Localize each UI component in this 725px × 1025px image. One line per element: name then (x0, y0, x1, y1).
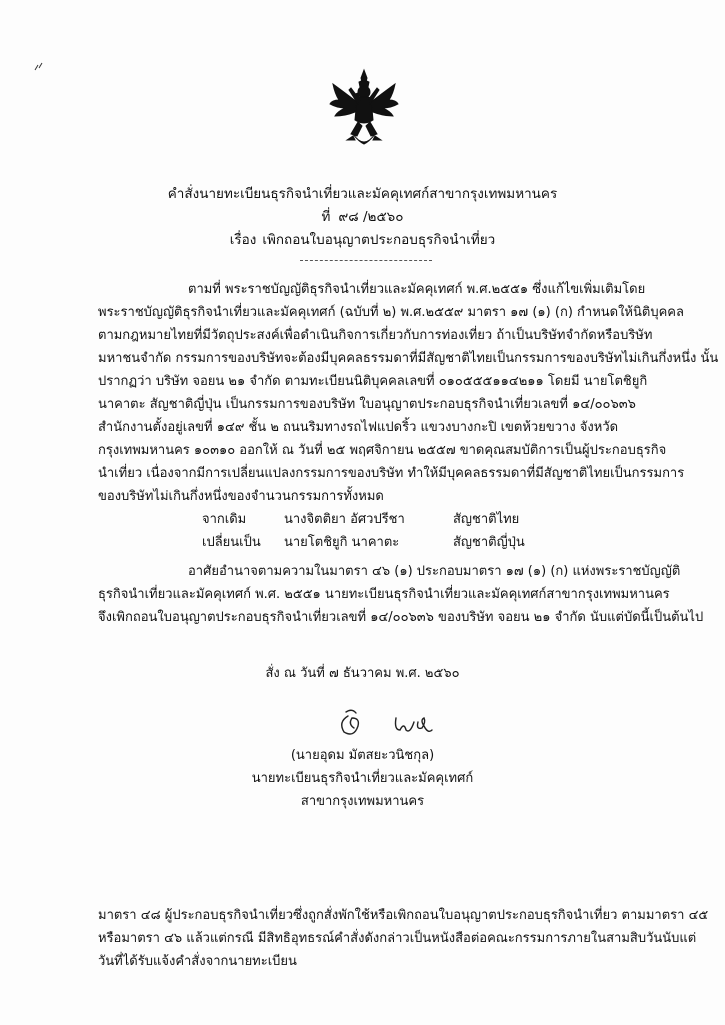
change-to-name: นายโตชิยูกิ นาคาตะ (284, 535, 400, 550)
paragraph-line: นำเที่ยว เนื่องจากมีการเปลี่ยนแปลงกรรมการของบริษัท ทำให้มีบุคคลธรรมดาที่มีสัญชาติไทยเป็นกรรมการ (98, 466, 685, 481)
subject-label: เรื่อง (229, 232, 257, 248)
order-number-label: ที่ (321, 209, 331, 225)
garuda-emblem-icon (329, 68, 399, 152)
signer-branch: สาขากรุงเทพมหานคร (300, 794, 425, 809)
paragraph-line: มหาชนจำกัด กรรมการของบริษัทจะต้องมีบุคคลธรรมดาที่มีสัญชาติไทยเป็นกรรมการของบริษัทไม่เกินกึ่งหนึ่ง นั้น (98, 351, 719, 366)
paragraph-line: ตามกฎหมายไทยที่มีวัตถุประสงค์เพื่อดำเนินกิจการเกี่ยวกับการท่องเที่ยว ถ้าเป็นบริษัทจำกัดหรือบริษัท (98, 328, 653, 343)
subject-text: เพิกถอนใบอนุญาตประกอบธุรกิจนำเที่ยว (262, 232, 496, 248)
paragraph-line: สำนักงานตั้งอยู่เลขที่ ๑๔๙ ชั้น ๒ ถนนริมทางรถไฟแปดริ้ว แขวงบางกะปิ เขตห้วยขวาง จังหวัด (98, 420, 619, 435)
signer-position: นายทะเบียนธุรกิจนำเที่ยวและมัคคุเทศก์ (251, 771, 474, 786)
paragraph-line: ของบริษัทไม่เกินกึ่งหนึ่งของจำนวนกรรมการทั้งหมด (98, 489, 384, 504)
paragraph-line: ปรากฏว่า บริษัท จอยน ๒๑ จำกัด ตามทะเบียนนิติบุคคลเลขที่ ๐๑๐๕๕๕๑๑๔๒๑๑ โดยมี นายโตชิยูกิ (98, 374, 648, 389)
order-subject (0, 232, 725, 248)
paragraph-line: นาคาตะ สัญชาติญี่ปุ่น เป็นกรรมการของบริษัท ใบอนุญาตประกอบธุรกิจนำเที่ยวเลขที่ ๑๔/๐๐๖๓๖ (98, 397, 636, 412)
handwritten-signature-icon (334, 704, 444, 740)
order-number-value: ๙๘ /๒๕๖๐ (338, 209, 404, 225)
change-to-nationality: สัญชาติญี่ปุ่น (453, 535, 525, 550)
change-to-label: เปลี่ยนเป็น (202, 535, 261, 550)
paragraph-line: ธุรกิจนำเที่ยวและมัคคุเทศก์ พ.ศ. ๒๕๕๑ นายทะเบียนธุรกิจนำเที่ยวและมัคคุเทศก์สาขากรุงเทพมหานคร (98, 587, 670, 602)
footnote-line: วันที่ได้รับแจ้งคำสั่งจากนายทะเบียน (98, 954, 297, 969)
order-date: สั่ง ณ วันที่ ๗ ธันวาคม พ.ศ. ๒๕๖๐ (265, 666, 460, 681)
signer-name: (นายอุดม มัตสยะวนิชกุล) (290, 748, 435, 763)
footnote-line: มาตรา ๔๘ ผู้ประกอบธุรกิจนำเที่ยวซึ่งถูกสั่งพักใช้หรือเพิกถอนใบอนุญาตประกอบธุรกิจนำเที่ยว ตามมาตรา ๔๕ (98, 908, 709, 923)
paragraph-line: กรุงเทพมหานคร ๑๐๓๑๐ ออกให้ ณ วันที่ ๒๕ พฤศจิกายน ๒๕๕๗ ขาดคุณสมบัติการเป็นผู้ประกอบธุรกิจ (98, 443, 667, 458)
order-title: คำสั่งนายทะเบียนธุรกิจนำเที่ยวและมัคคุเทศก์สาขากรุงเทพมหานคร (167, 186, 558, 202)
footnote-line: หรือมาตรา ๔๖ แล้วแต่กรณี มีสิทธิอุทธรณ์คำสั่งดังกล่าวเป็นหนังสือต่อคณะกรรมการภายในสามสิบวันนับแต่ (98, 931, 697, 946)
change-from-name: นางจิตติยา อัศวปรีชา (284, 512, 405, 527)
change-from-nationality: สัญชาติไทย (453, 512, 520, 527)
paragraph-line: อาศัยอำนาจตามความในมาตรา ๔๖ (๑) ประกอบมาตรา ๑๗ (๑) (ก) แห่งพระราชบัญญัติ (188, 564, 681, 579)
paragraph-line: พระราชบัญญัติธุรกิจนำเที่ยวและมัคคุเทศก์ (ฉบับที่ ๒) พ.ศ.๒๕๕๙ มาตรา ๑๗ (๑) (ก) กำหนดให้นิติบุคคล (98, 305, 684, 320)
change-from-label: จากเดิม (202, 512, 247, 527)
header-divider (300, 260, 432, 261)
order-number (0, 209, 725, 225)
ink-speck (34, 62, 44, 72)
paragraph-line: ตามที่ พระราชบัญญัติธุรกิจนำเที่ยวและมัคคุเทศก์ พ.ศ.๒๕๕๑ ซึ่งแก้ไขเพิ่มเติมโดย (188, 282, 646, 297)
paragraph-line: จึงเพิกถอนใบอนุญาตประกอบธุรกิจนำเที่ยวเลขที่ ๑๔/๐๐๖๓๖ ของบริษัท จอยน ๒๑ จำกัด นับแต่บัดนี้เป็นต้นไป (98, 610, 704, 625)
